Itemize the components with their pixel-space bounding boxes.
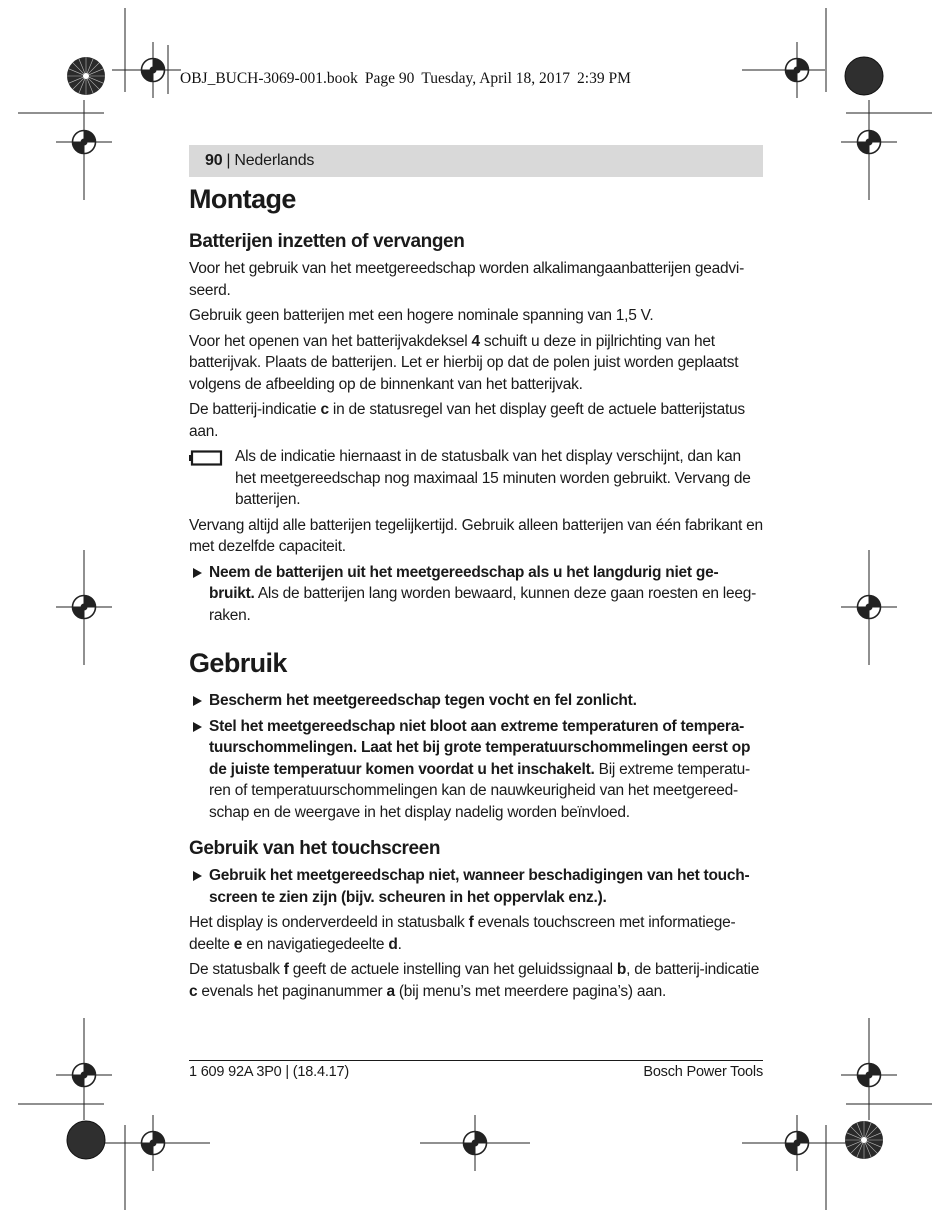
warning-item: Gebruik het meetgereedschap niet, wanneer beschadigingen van het touch-screen te zien zijn (bijv. scheuren in het oppervlak enz.).	[189, 865, 763, 908]
heading-montage: Montage	[189, 184, 296, 214]
slug-page: Page 90	[364, 70, 415, 87]
head-separator: |	[226, 152, 231, 169]
bullet-triangle-icon	[193, 722, 202, 732]
page-body	[189, 180, 763, 1006]
paragraph: De batterij-indicatie c in de statusregel van het display geeft de actuele batterijstatus aan.	[189, 401, 745, 440]
warning-item: Neem de batterijen uit het meetgereedschap als u het langdurig niet ge-bruikt. Als de batterijen lang worden bewaard, kunnen deze gaan roesten en leeg-raken.	[189, 562, 763, 627]
paragraph: Voor het openen van het batterijvakdeksel 4 schuift u deze in pijlrichting van het batterijvak. Plaats de batterijen. Let er hierbij op dat de polen juist worden geplaatst volgens de afbeelding op de binnenkant van het batterijvak.	[189, 332, 739, 393]
slug-date: Tuesday, April 18, 2017	[421, 70, 571, 87]
warning-item: Bescherm het meetgereedschap tegen vocht en fel zonlicht.	[189, 690, 763, 712]
warning-item: Stel het meetgereedschap niet bloot aan extreme temperaturen of tempera-tuurschommelingen. Laat het bij grote temperatuurschommelingen eerst op de juiste temperatuur komen voordat u het inschakelt. Bij extreme temperatu-ren of temperatuurschommelingen kan de nauwkeurigheid van het meetgereed-schap en de weergave in het display nadelig worden beïnvloed.	[189, 716, 763, 824]
paragraph: Het display is onderverdeeld in statusbalk f evenals touchscreen met informatiege-deelte e en navigatiegedeelte d.	[189, 914, 736, 953]
print-slug	[180, 70, 638, 88]
paragraph: Voor het gebruik van het meetgereedschap worden alkalimangaanbatterijen geadvi-seerd.	[189, 260, 744, 299]
battery-note	[189, 446, 763, 511]
page-number: 90	[205, 152, 223, 169]
footer-rule	[189, 1060, 763, 1061]
slug-file: OBJ_BUCH-3069-001.book	[180, 70, 358, 87]
slug-time: 2:39 PM	[577, 70, 631, 87]
paragraph: Vervang altijd alle batterijen tegelijkertijd. Gebruik alleen batterijen van één fabrikant en met dezelfde capaciteit.	[189, 516, 763, 555]
footer-brand: Bosch Power Tools	[643, 1064, 763, 1080]
bullet-triangle-icon	[193, 696, 202, 706]
footer-doc-number: 1 609 92A 3P0 | (18.4.17)	[189, 1064, 350, 1080]
subheading-batteries: Batterijen inzetten of vervangen	[189, 231, 465, 252]
subheading-touchscreen: Gebruik van het touchscreen	[189, 838, 441, 859]
running-head	[189, 145, 763, 177]
bullet-triangle-icon	[193, 568, 202, 578]
battery-note-text: Als de indicatie hiernaast in de statusbalk van het display verschijnt, dan kan het meetgereedschap nog maximaal 15 minuten worden gebruikt. Vervang de batterijen.	[235, 448, 751, 508]
language-label: Nederlands	[234, 152, 315, 169]
heading-gebruik: Gebruik	[189, 648, 287, 678]
paragraph: De statusbalk f geeft de actuele instelling van het geluidssignaal b, de batterij-indicatie c evenals het paginanummer a (bij menu’s met meerdere pagina’s) aan.	[189, 961, 760, 1000]
paragraph: Gebruik geen batterijen met een hogere nominale spanning van 1,5 V.	[189, 307, 654, 324]
empty-battery-icon	[189, 446, 235, 511]
bullet-triangle-icon	[193, 871, 202, 881]
